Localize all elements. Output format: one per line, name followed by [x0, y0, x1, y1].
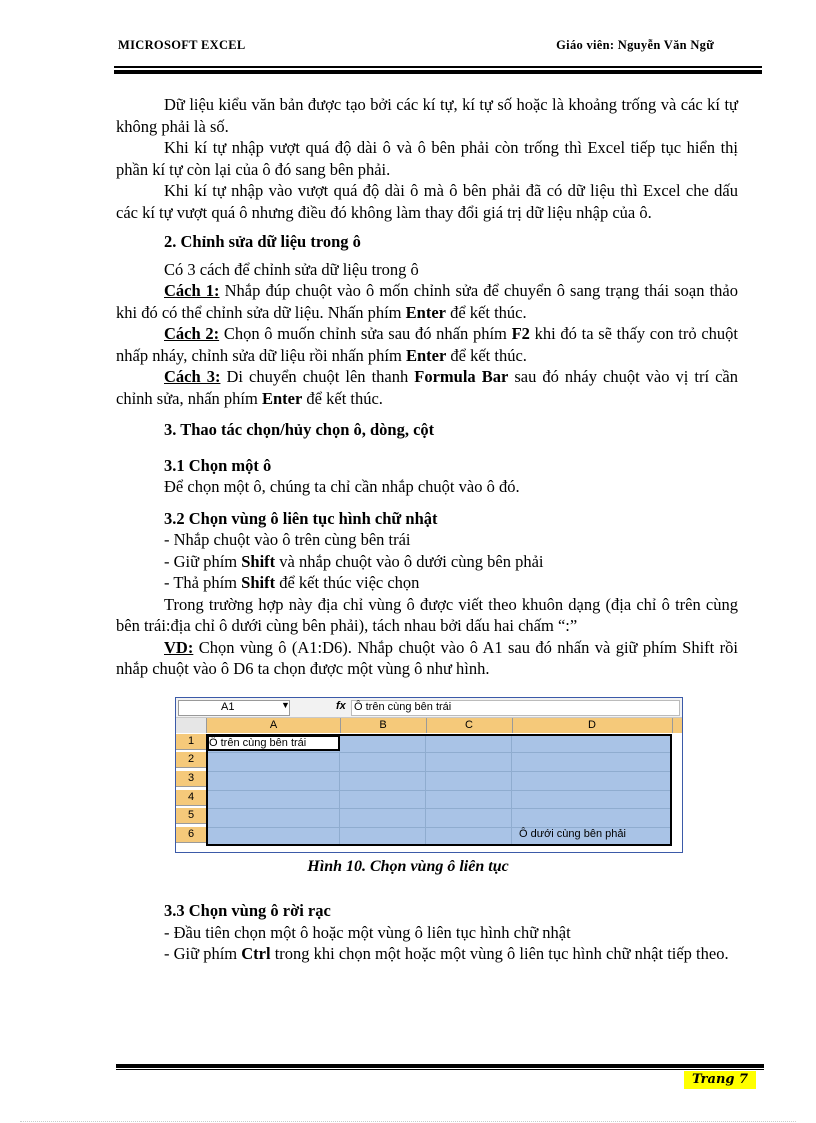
text: - Thả phím — [164, 573, 242, 592]
header-title: MICROSOFT EXCEL — [118, 38, 246, 52]
excel-figure — [175, 697, 683, 853]
text: để kết thúc. — [445, 302, 527, 322]
formula-bar — [176, 698, 682, 718]
fx-icon: fx — [336, 700, 346, 712]
list-item — [116, 572, 738, 594]
row-header-3[interactable]: 3 — [176, 771, 206, 787]
key-name: Enter — [405, 302, 446, 322]
list-item — [116, 943, 738, 965]
column-header-b[interactable]: B — [340, 718, 427, 733]
paragraph: Có 3 cách để chỉnh sửa dữ liệu trong ô — [164, 259, 419, 279]
formula-input[interactable]: Ô trên cùng bên trái — [351, 700, 680, 716]
text: - Giữ phím — [164, 551, 242, 571]
subsection-heading: 3.1 Chọn một ô — [164, 455, 272, 475]
text: để kết thúc việc chọn — [275, 573, 420, 592]
name-box[interactable] — [178, 700, 290, 716]
section-heading: 3. Thao tác chọn/hủy chọn ô, dòng, cột — [164, 420, 435, 439]
column-header-d[interactable]: D — [512, 718, 673, 733]
method-label: Cách 1: — [164, 281, 220, 300]
paragraph: Khi kí tự nhập vào vượt quá độ dài ô mà ô bên phải đã có dữ liệu thì Excel che dấu các kí tự vượt quá ô nhưng điều đó không làm thay đổi giá trị dữ liệu nhập của ô. — [116, 181, 738, 222]
method-1 — [116, 280, 738, 323]
page-edge — [20, 1121, 796, 1122]
text: Chọn ô muốn chỉnh sửa sau đó nhấn phím — [219, 324, 512, 343]
page-number: Trang 7 — [684, 1071, 756, 1089]
paragraph: Dữ liệu kiểu văn bản được tạo bởi các kí tự, kí tự số hoặc là khoảng trống và các kí tự không phải là số. — [116, 95, 738, 136]
column-header-a[interactable]: A — [207, 718, 341, 733]
key-name: F2 — [511, 324, 530, 343]
text: khi đó ta sẽ thấy con trỏ chuột nhấp nháy, chỉnh sửa dữ liệu rồi nhấn phím — [116, 324, 738, 365]
method-label: Cách 2: — [164, 324, 220, 343]
page-content — [116, 94, 738, 680]
example — [116, 637, 738, 680]
paragraph: Khi kí tự nhập vượt quá độ dài ô và ô bên phải còn trống thì Excel tiếp tục hiển thị phần kí tự còn lại của ô đó sang bên phải. — [116, 138, 738, 179]
text: - Giữ phím — [164, 944, 242, 963]
key-name: Shift — [241, 551, 276, 571]
method-3 — [116, 366, 738, 409]
dropdown-arrow-icon[interactable]: ▼ — [281, 700, 290, 710]
key-name: Formula Bar — [414, 367, 509, 386]
text: để kết thúc. — [302, 388, 383, 408]
list-item: - Nhắp chuột vào ô trên cùng bên trái — [164, 530, 411, 549]
header-teacher: Giáo viên: Nguyễn Văn Ngữ — [556, 38, 714, 52]
subsection-heading: 3.2 Chọn vùng ô liên tục hình chữ nhật — [164, 508, 438, 528]
footer-rule-thin — [116, 1069, 764, 1070]
list-item: - Đầu tiên chọn một ô hoặc một vùng ô liên tục hình chữ nhật — [164, 922, 571, 942]
key-name: Enter — [261, 388, 303, 408]
text: Nhắp đúp chuột vào ô mốn chỉnh sửa để chuyển ô sang trạng thái soạn thảo khi đó có thể chỉnh sửa dữ liệu. Nhấn phím — [116, 281, 738, 322]
row-header-6[interactable]: 6 — [176, 827, 206, 843]
example-label: VD: — [164, 637, 194, 657]
text: Chọn vùng ô (A1:D6). Nhắp chuột vào ô A1 sau đó nhấn và giữ phím Shift rồi nhắp chuột vào ô D6 ta chọn được một vùng ô như hình. — [116, 637, 738, 678]
row-header-5[interactable]: 5 — [176, 808, 206, 824]
column-header-c[interactable]: C — [426, 718, 513, 733]
key-name: Enter — [405, 345, 447, 365]
cell-d6-text: Ô dưới cùng bên phải — [519, 828, 626, 840]
page-content-lower — [116, 900, 738, 965]
row-header-2[interactable]: 2 — [176, 752, 206, 768]
method-label: Cách 3: — [164, 367, 221, 386]
paragraph: Để chọn một ô, chúng ta chỉ cần nhắp chuột vào ô đó. — [164, 477, 520, 496]
paragraph: Trong trường hợp này địa chỉ vùng ô được viết theo khuôn dạng (địa chỉ ô trên cùng bên trái:địa chỉ ô dưới cùng bên phải), tách nhau bởi dấu hai chấm “:” — [116, 594, 738, 635]
footer-rule-thick — [116, 1064, 764, 1068]
text: trong khi chọn một hoặc một vùng ô liên tục hình chữ nhật tiếp theo. — [270, 944, 729, 963]
key-name: Shift — [241, 573, 276, 592]
row-header-4[interactable]: 4 — [176, 790, 206, 806]
list-item — [116, 551, 738, 573]
key-name: Ctrl — [241, 944, 271, 963]
header-rule-thin — [114, 66, 762, 68]
select-all-corner[interactable] — [176, 718, 207, 733]
subsection-heading: 3.3 Chọn vùng ô rời rạc — [164, 901, 331, 920]
text: Di chuyển chuột lên thanh — [220, 367, 415, 386]
header-rule-thick — [114, 70, 762, 74]
section-heading: 2. Chỉnh sửa dữ liệu trong ô — [164, 232, 361, 251]
text: và nhắp chuột vào ô dưới cùng bên phải — [275, 551, 544, 571]
text: sau đó nháy chuột vào vị trí cần chỉnh sửa, nhấn phím — [116, 367, 738, 408]
row-header-1[interactable]: 1 — [176, 734, 206, 750]
name-box-value: A1 — [221, 701, 235, 713]
column-headers — [207, 718, 682, 733]
cell-a1-text: Ô trên cùng bên trái — [209, 737, 307, 749]
text: để kết thúc. — [446, 345, 527, 365]
method-2 — [116, 323, 738, 366]
figure-caption: Hình 10. Chọn vùng ô liên tục — [307, 858, 509, 875]
